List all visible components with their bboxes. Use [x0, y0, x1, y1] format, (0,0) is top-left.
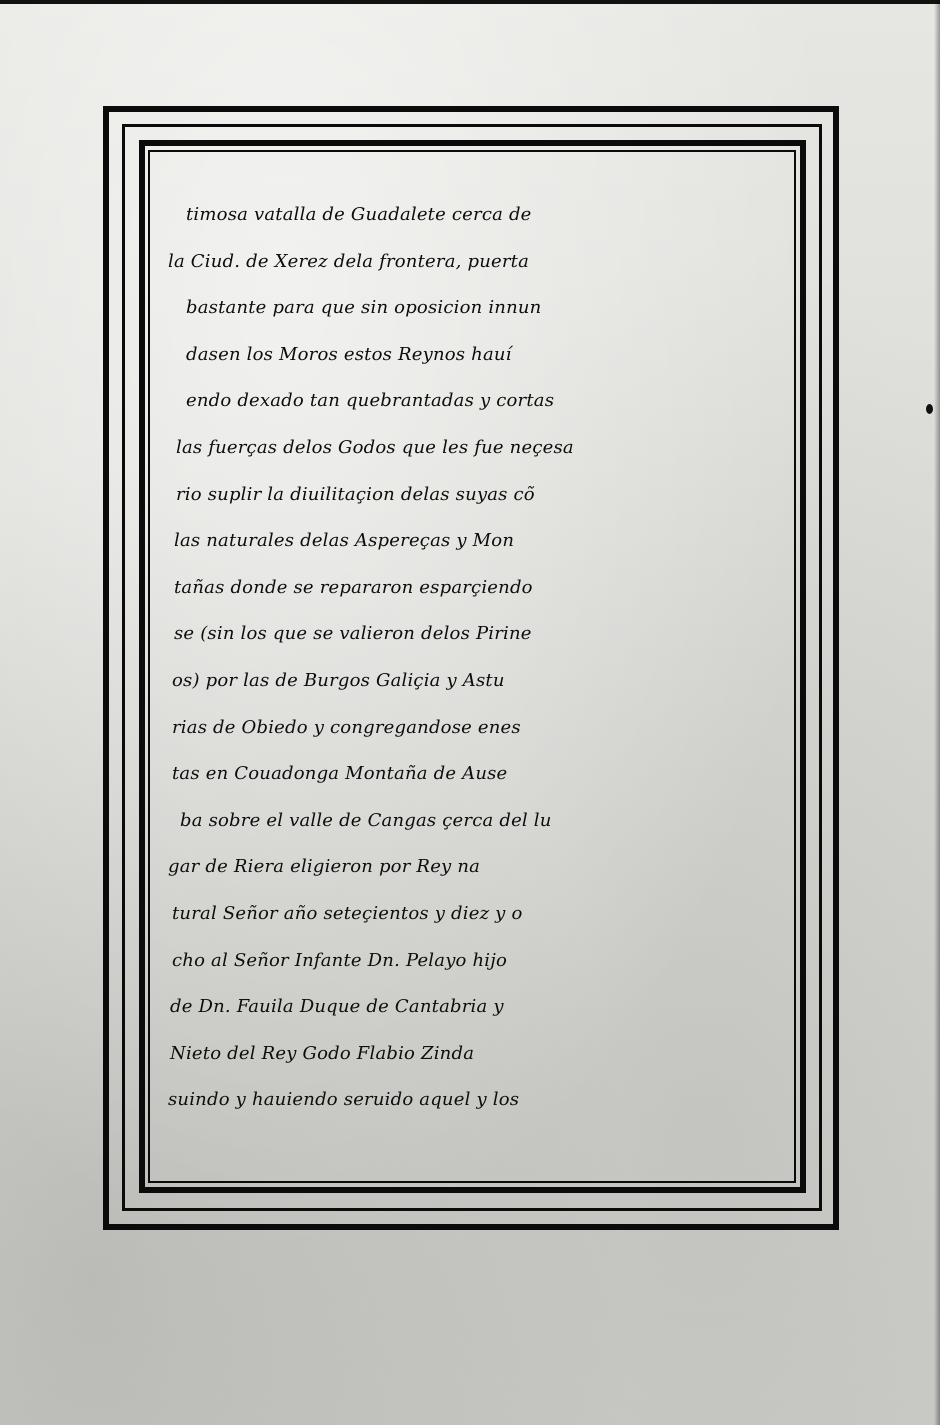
- text-line: de Dn. Fauila Duque de Cantabria y: [170, 996, 504, 1018]
- text-line: tural Señor año seteçientos y diez y o: [172, 902, 523, 924]
- page-top-edge: [0, 0, 940, 4]
- text-line: gar de Riera eligieron por Rey na: [168, 856, 481, 878]
- text-line: tañas donde se repararon esparçiendo: [174, 576, 533, 598]
- text-line: suindo y hauiendo seruido aquel y los: [168, 1089, 520, 1111]
- text-line: endo dexado tan quebrantadas y cortas: [186, 390, 555, 412]
- text-line: rio suplir la diuilitaçion delas suyas cõ: [176, 483, 535, 505]
- manuscript-text: [160, 192, 790, 1124]
- text-line: os) por las de Burgos Galiçia y Astu: [172, 669, 505, 691]
- text-line: timosa vatalla de Guadalete cerca de: [186, 204, 532, 225]
- text-line: ba sobre el valle de Cangas çerca del lu: [180, 809, 552, 831]
- text-line: dasen los Moros estos Reynos hauí: [186, 343, 512, 365]
- text-line: las naturales delas Aspereças y Mon: [174, 530, 515, 552]
- ink-blot: [926, 404, 933, 414]
- text-line: bastante para que sin oposicion innun: [186, 297, 542, 319]
- text-line: se (sin los que se valieron delos Pirine: [174, 623, 532, 645]
- text-line: cho al Señor Infante Dn. Pelayo hijo: [172, 949, 508, 971]
- text-line: la Ciud. de Xerez dela frontera, puerta: [168, 250, 530, 272]
- text-line: tas en Couadonga Montaña de Ause: [172, 763, 508, 785]
- text-line: rias de Obiedo y congregandose enes: [172, 716, 521, 738]
- page-right-shadow: [934, 0, 940, 1425]
- text-line: Nieto del Rey Godo Flabio Zinda: [170, 1042, 475, 1064]
- text-line: las fuerças delos Godos que les fue neçesa: [176, 436, 574, 458]
